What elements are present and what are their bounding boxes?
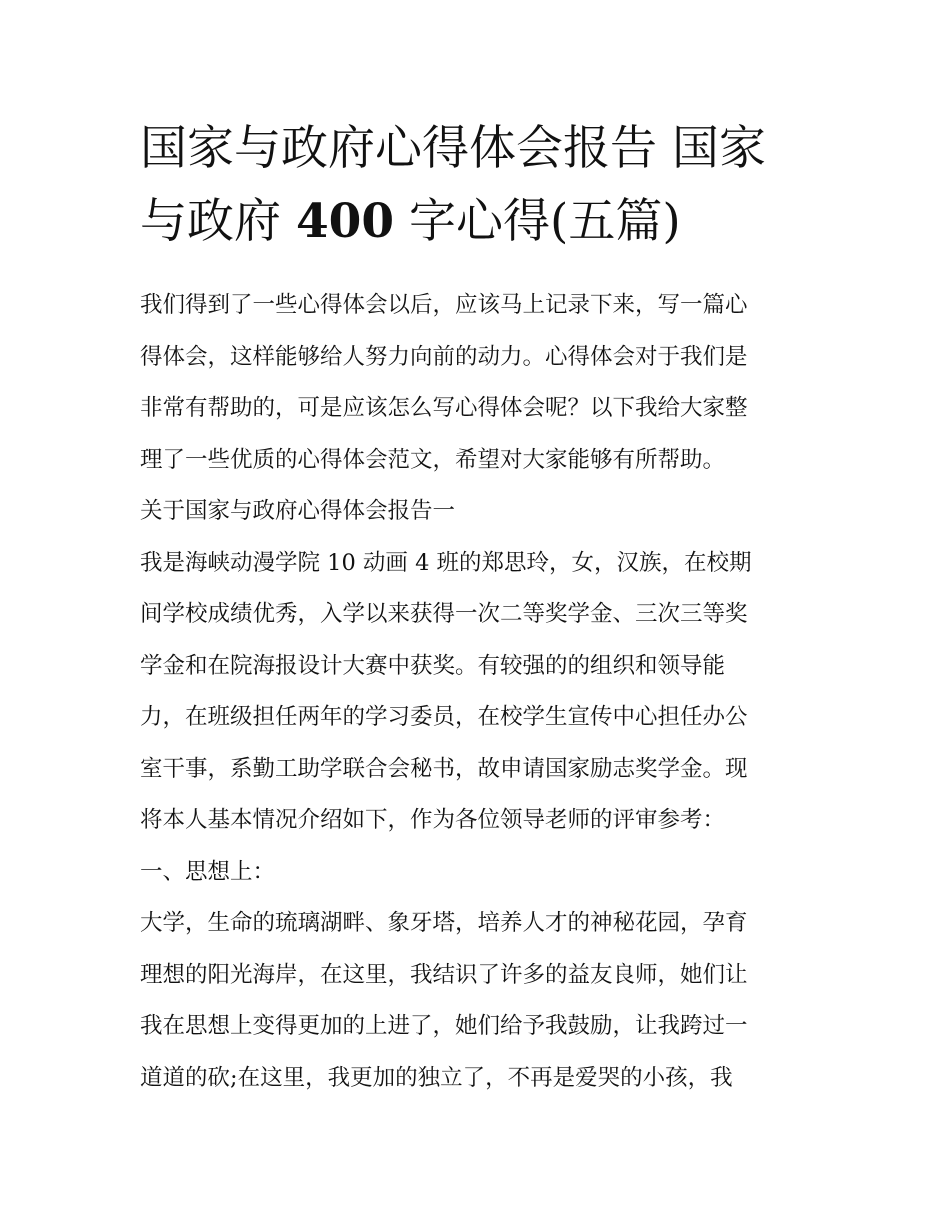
title-line-2 bbox=[140, 185, 820, 258]
body-line: 大学，生命的琉璃湖畔、象牙塔，培养人才的神秘花园，孕育 bbox=[140, 910, 748, 936]
body-line: 得体会，这样能够给人努力向前的动力。心得体会对于我们是 bbox=[140, 343, 748, 370]
document-title bbox=[140, 112, 820, 258]
body-line: 理想的阳光海岸，在这里，我结识了许多的益友良师，她们让 bbox=[140, 961, 748, 988]
body-line: 学金和在院海报设计大赛中获奖。有较强的的组织和领导能 bbox=[140, 652, 726, 679]
document-body bbox=[140, 280, 830, 1104]
body-line: 间学校成绩优秀，入学以来获得一次二等奖学金、三次三等奖 bbox=[140, 601, 748, 627]
body-line: 道道的砍;在这里，我更加的独立了，不再是爱哭的小孩，我 bbox=[140, 1064, 733, 1091]
title-line-2-suffix: 字心得(五篇) bbox=[409, 194, 681, 249]
subsection-heading: 一、思想上： bbox=[140, 858, 276, 885]
body-line: 我是海峡动漫学院 10 动画 4 班的郑思玲，女，汉族，在校期 bbox=[140, 549, 752, 576]
body-line: 理了一些优质的心得体会范文，希望对大家能够有所帮助。 bbox=[140, 446, 726, 473]
body-line: 我们得到了一些心得体会以后，应该马上记录下来，写一篇心 bbox=[140, 292, 748, 318]
body-line: 将本人基本情况介绍如下，作为各位领导老师的评审参考： bbox=[140, 807, 726, 833]
title-line-2-prefix: 与政府 bbox=[140, 194, 281, 249]
body-line: 力，在班级担任两年的学习委员，在校学生宣传中心担任办公 bbox=[140, 704, 748, 730]
title-number: 400 bbox=[295, 194, 395, 249]
body-line: 室干事，系勤工助学联合会秘书，故申请国家励志奖学金。现 bbox=[140, 755, 748, 782]
section-heading: 关于国家与政府心得体会报告一 bbox=[140, 498, 456, 524]
title-line-1: 国家与政府心得体会报告 国家 bbox=[140, 121, 766, 176]
body-line: 我在思想上变得更加的上进了，她们给予我鼓励，让我跨过一 bbox=[140, 1013, 748, 1039]
body-line: 非常有帮助的，可是应该怎么写心得体会呢？以下我给大家整 bbox=[140, 395, 748, 421]
